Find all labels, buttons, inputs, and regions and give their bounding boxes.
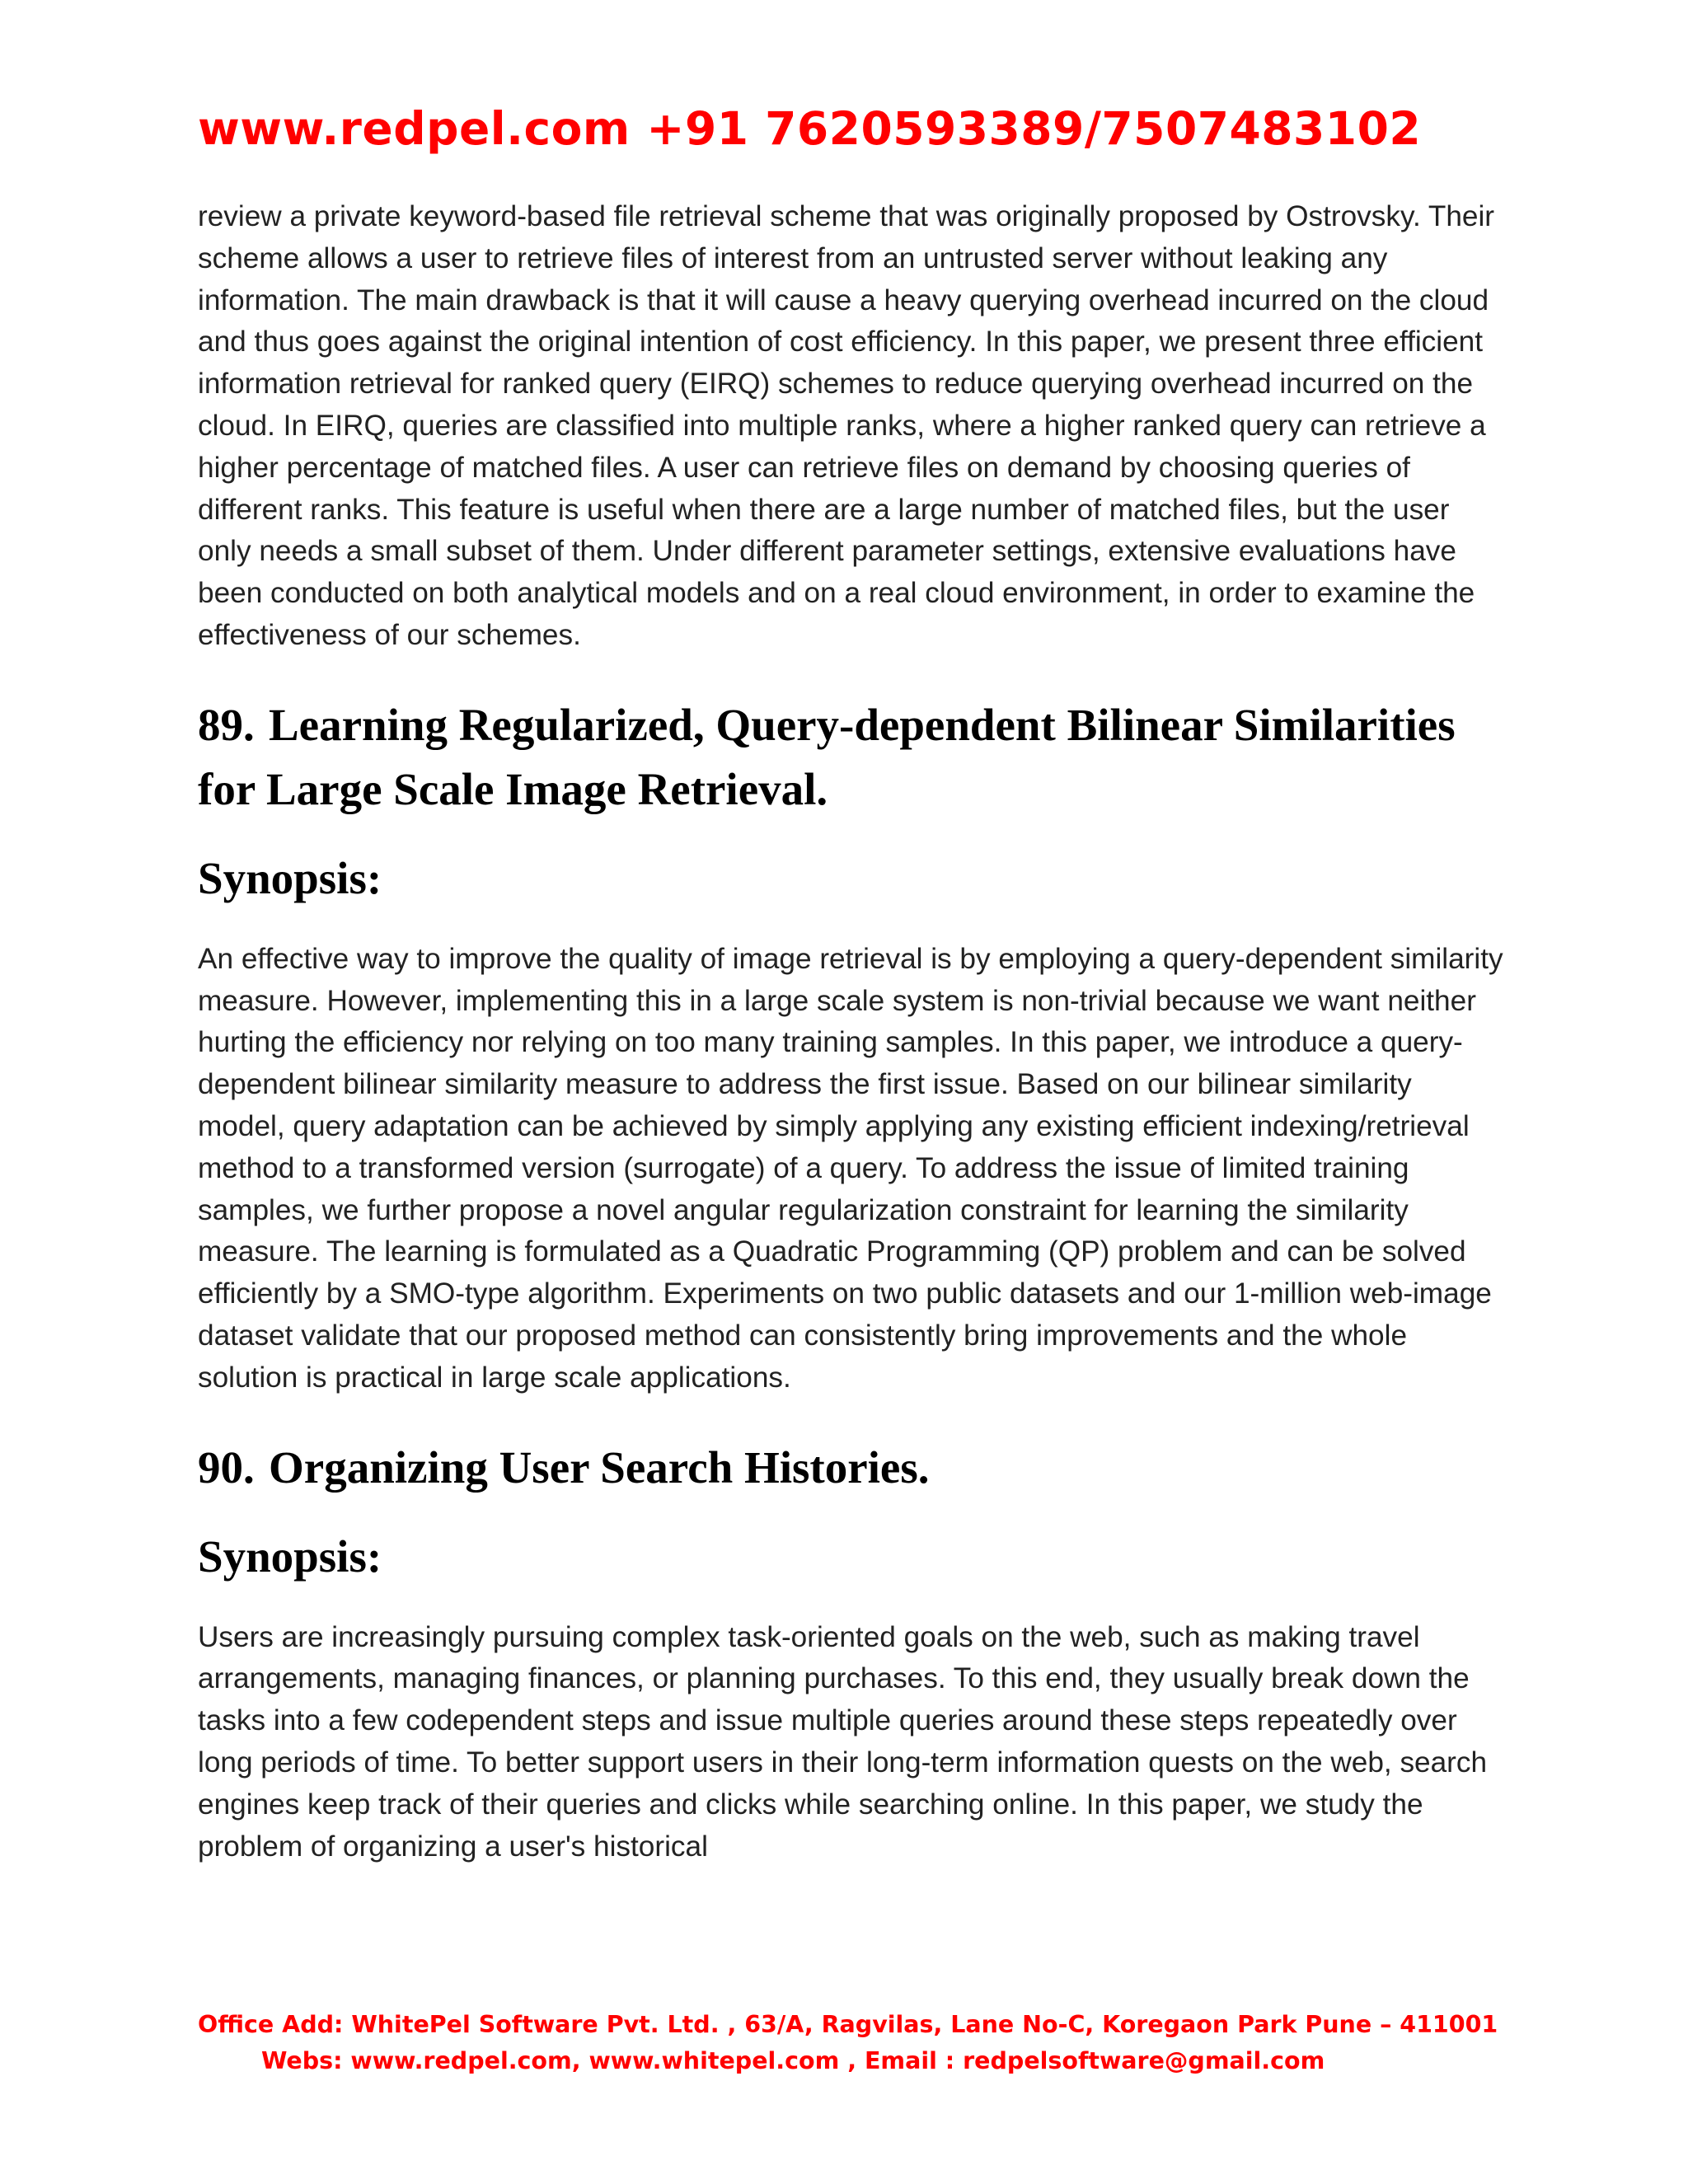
header-contact-line: www.redpel.com +91 7620593389/7507483102	[198, 102, 1422, 155]
synopsis-heading-89: Synopsis:	[198, 852, 382, 903]
synopsis-heading-90: Synopsis:	[198, 1530, 382, 1582]
section-title-89	[198, 693, 1504, 822]
section-number-89: 89.	[198, 699, 255, 750]
section-title-90	[198, 1436, 1504, 1500]
synopsis-paragraph-89: An effective way to improve the quality of image retrieval is by employing a query-dependent similarity measure. However, implementing this in a large scale system is non-trivial because we want neither hurting the efficiency nor relying on too many training samples. In this paper, we introduce a query-dependent bilinear similarity measure to address the first issue. Based on our bilinear similarity model, query adaptation can be achieved by simply applying any existing efficient indexing/retrieval method to a transformed version (surrogate) of a query. To address the issue of limited training samples, we further propose a novel angular regularization constraint for learning the similarity measure. The learning is formulated as a Quadratic Programming (QP) problem and can be solved efficiently by a SMO-type algorithm. Experiments on two public datasets and our 1-million web-image dataset validate that our proposed method can consistently bring improvements and the whole solution is practical in large scale applications.	[198, 942, 1503, 1394]
footer-office-address: Office Add: WhitePel Software Pvt. Ltd. , 63/A, Ragvilas, Lane No-C, Koregaon Park Pune – 411001	[198, 2011, 1498, 2038]
page-content	[198, 196, 1504, 1868]
section-title-text-89: Learning Regularized, Query-dependent Bilinear Similarities for Large Scale Image Retrieval.	[198, 699, 1456, 814]
intro-paragraph: review a private keyword-based file retrieval scheme that was originally proposed by Ostrovsky. Their scheme allows a user to retrieve files of interest from an untrusted server without leaking any information. The main drawback is that it will cause a heavy querying overhead incurred on the cloud and thus goes against the original intention of cost efficiency. In this paper, we present three efficient information retrieval for ranked query (EIRQ) schemes to reduce querying overhead incurred on the cloud. In EIRQ, queries are classified into multiple ranks, where a higher ranked query can retrieve a higher percentage of matched files. A user can retrieve files on demand by choosing queries of different ranks. This feature is useful when there are a large number of matched files, but the user only needs a small subset of them. Under different parameter settings, extensive evaluations have been conducted on both analytical models and on a real cloud environment, in order to examine the effectiveness of our schemes.	[198, 200, 1495, 651]
synopsis-paragraph-90: Users are increasingly pursuing complex task-oriented goals on the web, such as making travel arrangements, managing finances, or planning purchases. To this end, they usually break down the tasks into a few codependent steps and issue multiple queries around these steps repeatedly over long periods of time. To better support users in their long-term information quests on the web, search engines keep track of their queries and clicks while searching online. In this paper, we study the problem of organizing a user's historical	[198, 1620, 1488, 1863]
footer-websites-email: Webs: www.redpel.com, www.whitepel.com , Email : redpelsoftware@gmail.com	[261, 2047, 1325, 2074]
section-title-text-90: Organizing User Search Histories.	[269, 1441, 930, 1493]
section-number-90: 90.	[198, 1441, 255, 1493]
